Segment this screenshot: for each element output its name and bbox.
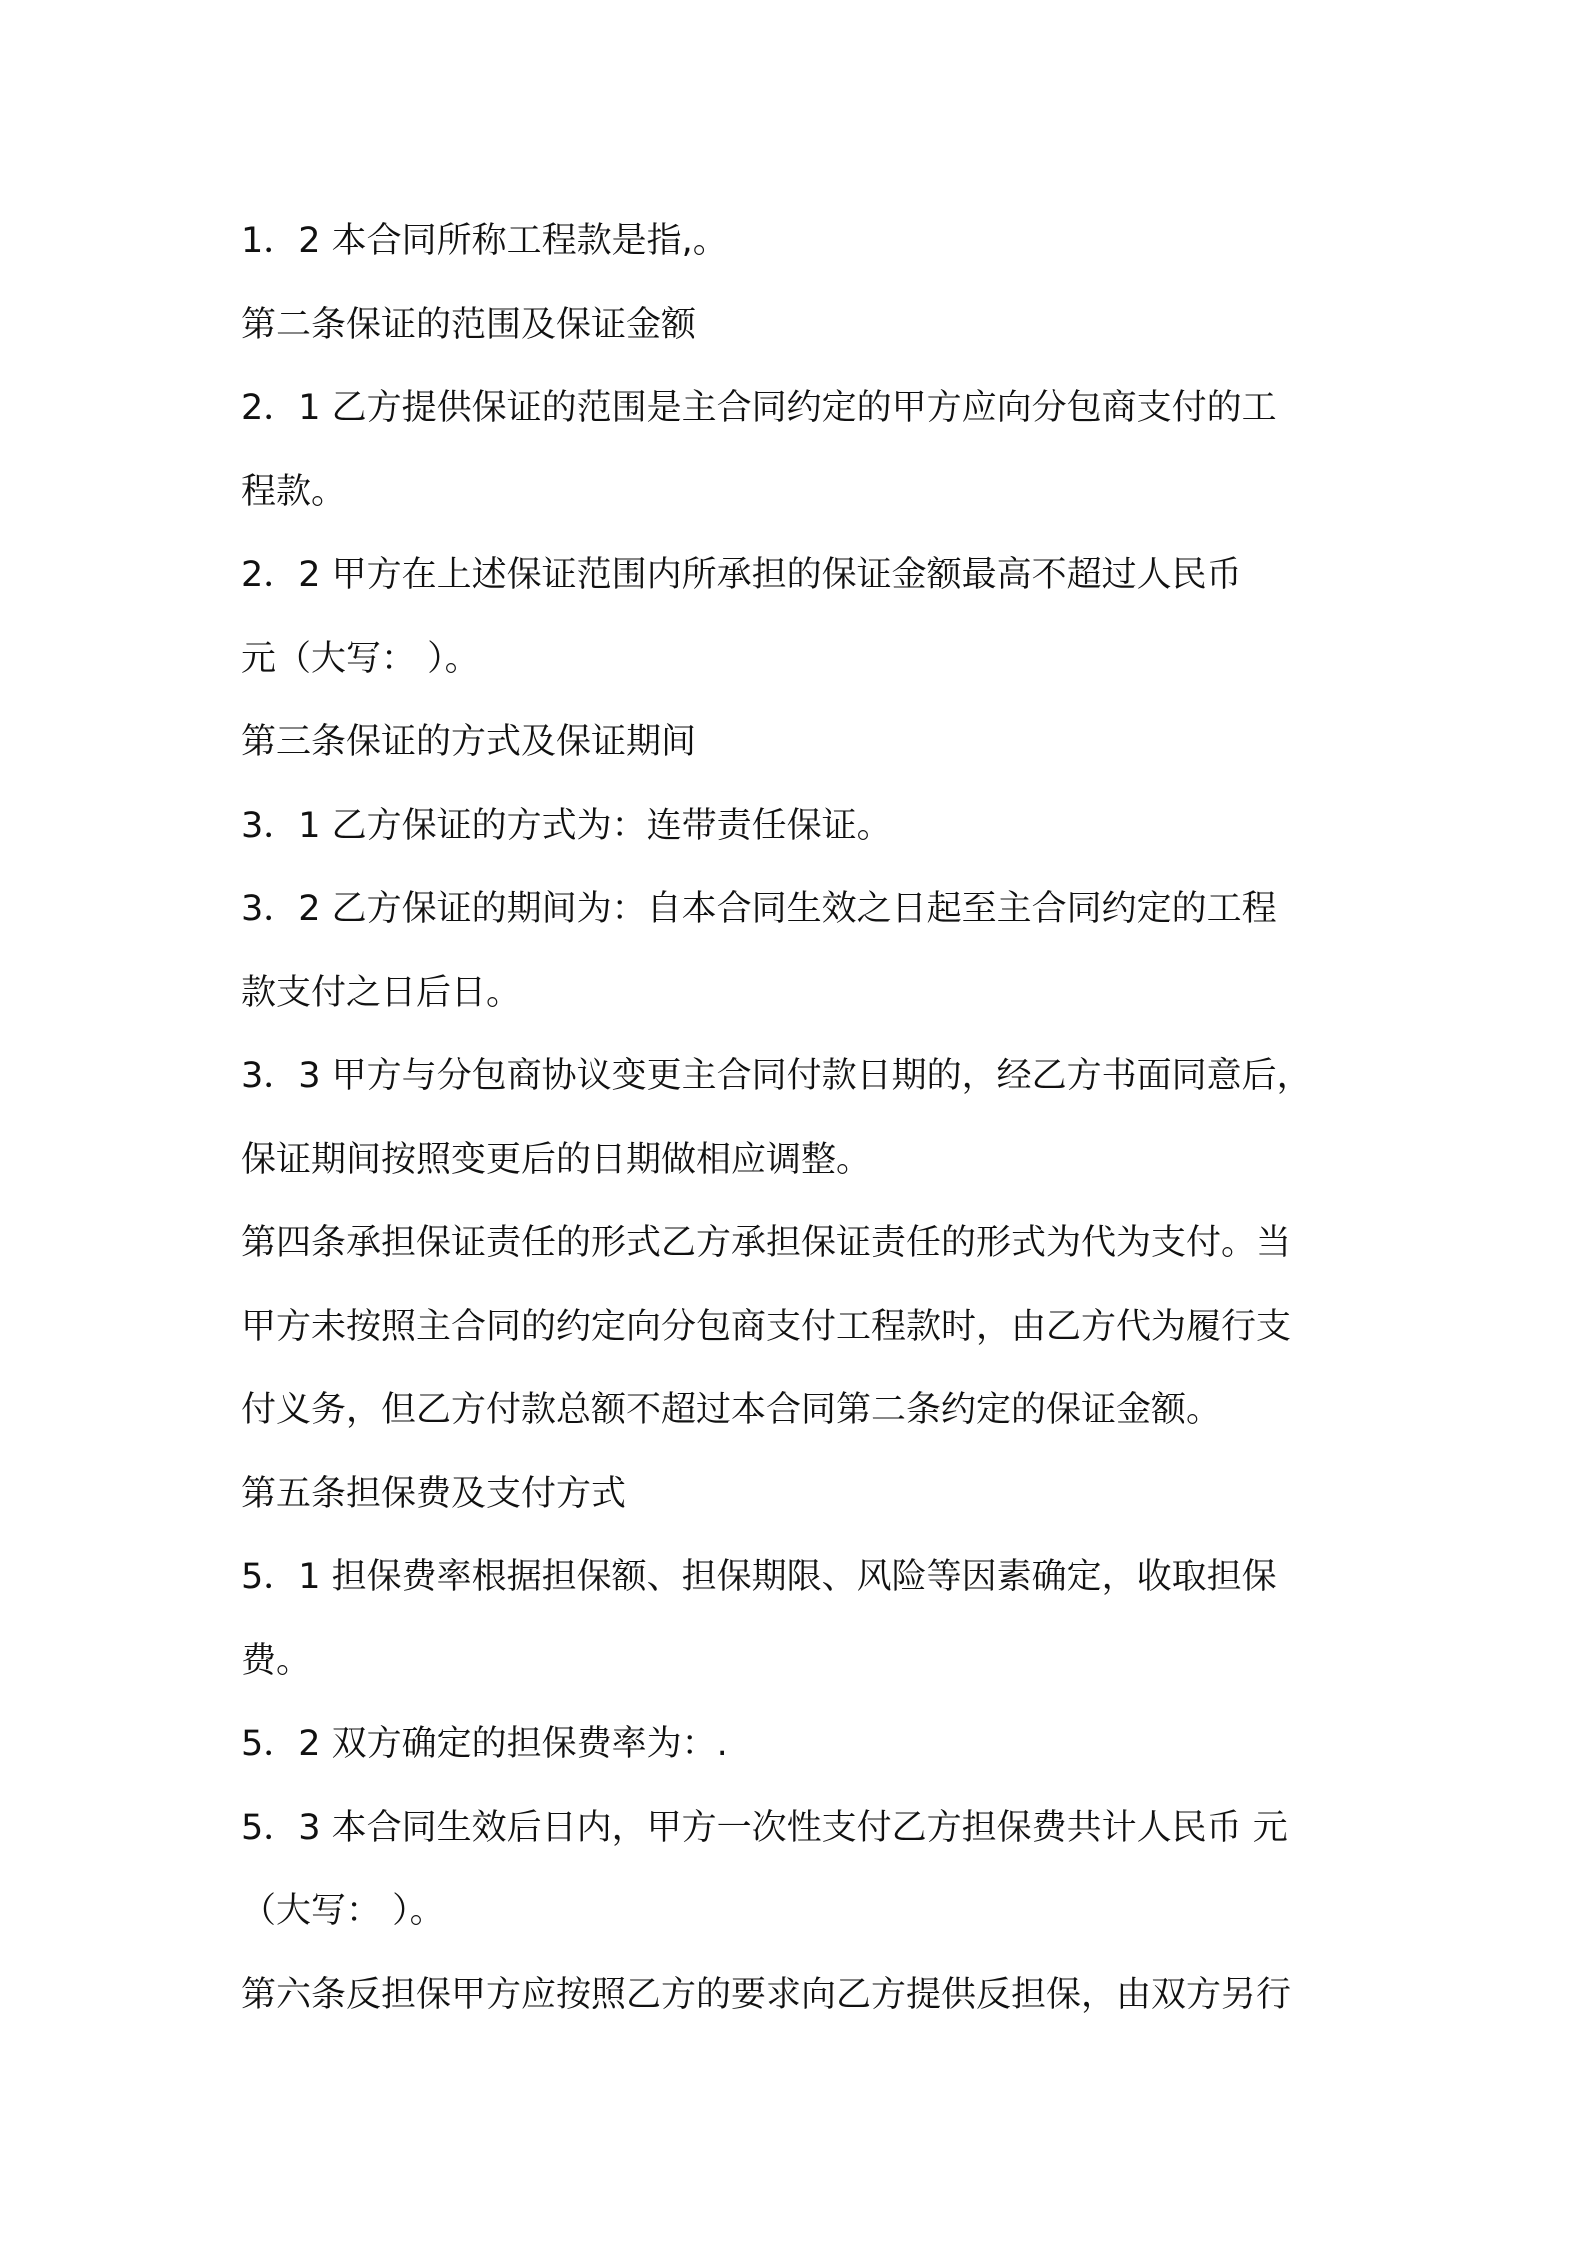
article-5-heading: 第五条担保费及支付方式	[241, 1473, 627, 1514]
article-4-text: 第四条承担保证责任的形式乙方承担保证责任的形式为代为支付。当	[241, 1223, 1292, 1263]
article-3-heading: 第三条保证的方式及保证期间	[241, 722, 697, 762]
clause-5-1: 5．1 担保费率根据担保额、担保期限、风险等因素确定，收取担保	[241, 1557, 1277, 1597]
clause-3-2: 3．2 乙方保证的期间为：自本合同生效之日起至主合同约定的工程	[241, 889, 1277, 929]
article-4-text-cont-1: 甲方未按照主合同的约定向分包商支付工程款时，由乙方代为履行支	[241, 1306, 1292, 1347]
article-4-text-cont-2: 付义务，但乙方付款总额不超过本合同第二条约定的保证金额。	[241, 1390, 1222, 1430]
clause-2-1-cont: 程款。	[241, 471, 347, 512]
clause-5-3: 5．3 本合同生效后日内，甲方一次性支付乙方担保费共计人民币 元	[241, 1807, 1288, 1848]
clause-1-2: 1．2 本合同所称工程款是指,。	[241, 221, 728, 261]
clause-3-3-cont: 保证期间按照变更后的日期做相应调整。	[241, 1139, 872, 1180]
clause-5-3-cont: （大写： ）。	[241, 1891, 445, 1931]
clause-2-2: 2．2 甲方在上述保证范围内所承担的保证金额最高不超过人民币	[241, 555, 1242, 595]
clause-3-3: 3．3 甲方与分包商协议变更主合同付款日期的，经乙方书面同意后，	[241, 1056, 1312, 1096]
article-6-text: 第六条反担保甲方应按照乙方的要求向乙方提供反担保，由双方另行	[241, 1974, 1292, 2015]
clause-5-1-cont: 费。	[241, 1640, 312, 1681]
clause-3-1: 3．1 乙方保证的方式为：连带责任保证。	[241, 805, 892, 846]
clause-3-2-cont: 款支付之日后日。	[241, 972, 522, 1013]
clause-2-2-cont: 元（大写： ）。	[241, 638, 480, 679]
article-2-heading: 第二条保证的范围及保证金额	[241, 304, 697, 345]
clause-2-1: 2．1 乙方提供保证的范围是主合同约定的甲方应向分包商支付的工	[241, 388, 1277, 428]
document-body	[241, 200, 1381, 2037]
clause-5-2: 5．2 双方确定的担保费率为：.	[241, 1724, 728, 1764]
